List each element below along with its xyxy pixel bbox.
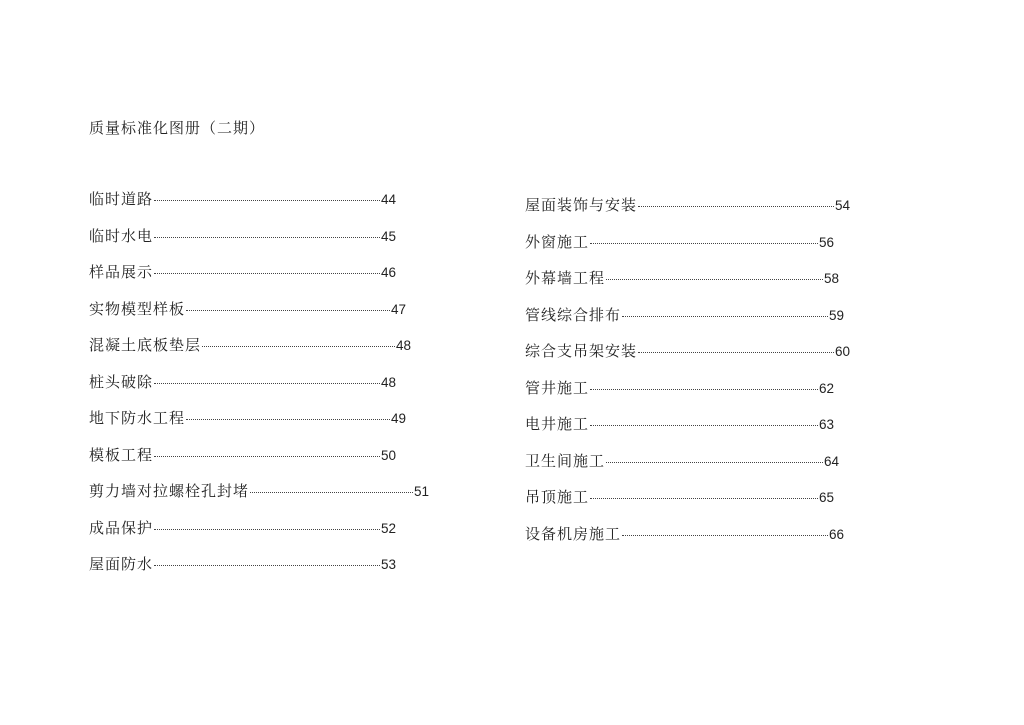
toc-leader — [638, 351, 834, 353]
toc-entry-label: 样品展示 — [89, 263, 154, 281]
toc-entry-page: 47 — [390, 301, 406, 317]
toc-entry-label: 成品保护 — [89, 518, 154, 537]
toc-entry-page: 66 — [828, 526, 844, 542]
toc-entry — [525, 450, 839, 487]
toc-leader — [154, 455, 380, 457]
toc-leader — [590, 388, 818, 390]
toc-entry — [525, 523, 844, 560]
toc-entry-page: 63 — [818, 417, 834, 432]
toc-entry-label: 地下防水工程 — [89, 409, 186, 427]
toc-entry-page: 45 — [380, 228, 396, 244]
toc-leader — [154, 272, 380, 274]
document-title: 质量标准化图册（二期） — [89, 119, 266, 137]
toc-entry-label: 综合支吊架安装 — [525, 342, 638, 360]
toc-entry-page: 44 — [380, 192, 396, 207]
toc-entry-label: 实物模型样板 — [89, 299, 186, 318]
toc-entry-page: 48 — [395, 338, 411, 353]
toc-leader — [590, 424, 818, 426]
toc-entry — [89, 225, 396, 262]
toc-entry-page: 64 — [823, 453, 839, 469]
toc-entry — [89, 298, 406, 335]
toc-entry — [525, 413, 834, 450]
toc-leader — [186, 418, 390, 420]
toc-entry-label: 桩头破除 — [89, 372, 154, 391]
toc-right-column — [525, 194, 875, 559]
toc-leader — [250, 491, 413, 493]
toc-leader — [154, 564, 380, 566]
toc-entry — [89, 444, 396, 481]
toc-entry-page: 65 — [818, 490, 834, 505]
toc-entry-label: 管井施工 — [525, 378, 590, 397]
toc-entry — [525, 304, 844, 341]
toc-entry-page: 54 — [834, 198, 850, 213]
toc-entry-page: 62 — [818, 380, 834, 396]
toc-left-column — [89, 188, 449, 590]
toc-entry-page: 58 — [823, 271, 839, 286]
toc-entry-label: 模板工程 — [89, 445, 154, 464]
toc-entry-page: 59 — [828, 307, 844, 323]
toc-entry — [525, 231, 834, 268]
toc-leader — [154, 199, 380, 201]
toc-entry — [89, 261, 396, 298]
toc-leader — [606, 461, 823, 463]
toc-leader — [590, 497, 818, 499]
toc-entry-label: 外幕墙工程 — [525, 269, 606, 287]
toc-entry-label: 临时道路 — [89, 190, 154, 208]
toc-entry — [525, 267, 839, 304]
toc-entry — [89, 517, 396, 554]
toc-entry-page: 53 — [380, 557, 396, 572]
toc-entry — [89, 334, 411, 371]
toc-leader — [622, 534, 828, 536]
toc-entry-page: 56 — [818, 234, 834, 250]
toc-entry — [89, 553, 396, 590]
toc-entry-label: 电井施工 — [525, 415, 590, 433]
toc-entry-page: 51 — [413, 484, 429, 499]
toc-entry — [525, 194, 850, 231]
toc-leader — [202, 345, 395, 347]
toc-entry-page: 50 — [380, 447, 396, 463]
toc-entry-label: 吊顶施工 — [525, 488, 590, 506]
toc-entry-label: 卫生间施工 — [525, 451, 606, 470]
toc-entry-label: 管线综合排布 — [525, 305, 622, 324]
toc-entry-label: 设备机房施工 — [525, 524, 622, 543]
toc-leader — [590, 242, 818, 244]
toc-leader — [606, 278, 823, 280]
toc-entry-label: 混凝土底板垫层 — [89, 336, 202, 354]
toc-entry-page: 49 — [390, 411, 406, 426]
toc-entry-page: 46 — [380, 265, 396, 280]
toc-entry-label: 屋面装饰与安装 — [525, 196, 638, 214]
toc-entry — [89, 371, 396, 408]
toc-leader — [638, 205, 834, 207]
toc-entry-label: 外窗施工 — [525, 232, 590, 251]
toc-entry — [525, 486, 834, 523]
toc-entry — [89, 480, 429, 517]
toc-entry-label: 屋面防水 — [89, 555, 154, 573]
toc-entry-page: 60 — [834, 344, 850, 359]
toc-leader — [154, 382, 380, 384]
toc-leader — [622, 315, 828, 317]
toc-leader — [154, 236, 380, 238]
toc-entry-page: 48 — [380, 374, 396, 390]
toc-leader — [154, 528, 380, 530]
toc-entry-label: 临时水电 — [89, 226, 154, 245]
toc-entry — [525, 377, 834, 414]
toc-entry — [89, 188, 396, 225]
toc-entry-label: 剪力墙对拉螺栓孔封堵 — [89, 482, 250, 500]
toc-entry-page: 52 — [380, 520, 396, 536]
toc-entry — [89, 407, 406, 444]
toc-leader — [186, 309, 390, 311]
toc-entry — [525, 340, 850, 377]
